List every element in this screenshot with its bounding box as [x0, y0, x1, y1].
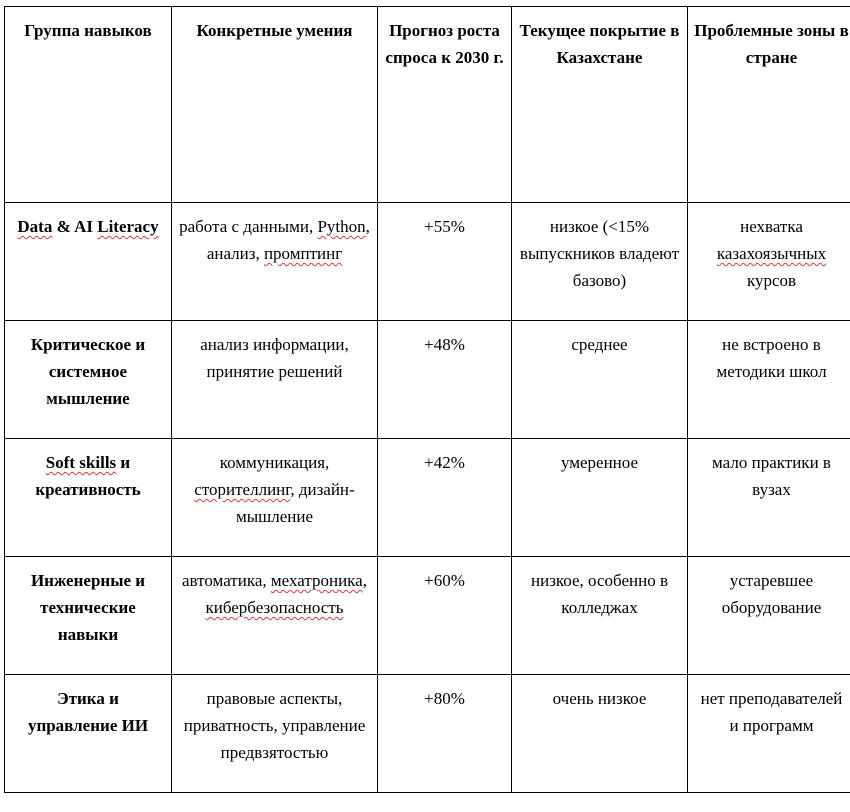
skills-text: Python: [317, 217, 366, 236]
header-row: [5, 7, 850, 203]
skills-text: мехатроника: [270, 571, 363, 590]
coverage-cell: умеренное: [512, 439, 688, 557]
header-forecast: Прогноз роста спроса к 2030 г.: [378, 7, 512, 203]
skill-group-text: & AI: [52, 217, 98, 236]
problems-cell: не встроено в методики школ: [688, 321, 850, 439]
forecast-cell: +48%: [378, 321, 512, 439]
header-group: Группа навыков: [5, 7, 172, 203]
skills-cell: [172, 203, 378, 321]
skills-cell: [172, 439, 378, 557]
skill-group-cell: [5, 439, 172, 557]
skills-text: кибербезопасность: [205, 598, 344, 617]
problems-text: нехватка: [740, 217, 803, 236]
problems-cell: [688, 203, 850, 321]
skill-group-cell: [5, 203, 172, 321]
forecast-cell: +60%: [378, 557, 512, 675]
skill-group-cell: Критическое и системное мышление: [5, 321, 172, 439]
table-row: [5, 439, 850, 557]
forecast-cell: +42%: [378, 439, 512, 557]
forecast-cell: +55%: [378, 203, 512, 321]
skills-text: коммуникация,: [219, 453, 330, 472]
table-row: [5, 675, 850, 793]
coverage-cell: низкое (<15% выпускников владеют базово): [512, 203, 688, 321]
forecast-cell: +80%: [378, 675, 512, 793]
skill-group-text: Literacy: [97, 217, 159, 236]
problems-text: курсов: [746, 271, 797, 290]
skill-group-text: Data: [17, 217, 53, 236]
header-coverage: Текущее покрытие в Казахстане: [512, 7, 688, 203]
skills-text: промптинг: [263, 244, 343, 263]
header-skills: Конкретные умения: [172, 7, 378, 203]
skills-cell: правовые аспекты, приватность, управление предвзятостью: [172, 675, 378, 793]
skill-group-text: Soft skills: [45, 453, 117, 472]
table-row: [5, 203, 850, 321]
skills-table: [4, 6, 850, 793]
table-row: [5, 557, 850, 675]
problems-cell: мало практики в вузах: [688, 439, 850, 557]
problems-cell: нет преподавателей и программ: [688, 675, 850, 793]
skills-text: сторителлинг: [194, 480, 291, 499]
skills-text: автоматика,: [182, 571, 271, 590]
skills-text: , анализ,: [206, 217, 370, 263]
skills-cell: анализ информации, принятие решений: [172, 321, 378, 439]
problems-text: казахоязычных: [716, 244, 827, 263]
skills-text: работа с данными,: [179, 217, 318, 236]
skill-group-cell: Этика и управление ИИ: [5, 675, 172, 793]
skills-text: ,: [362, 571, 367, 590]
skill-group-cell: Инженерные и технические навыки: [5, 557, 172, 675]
coverage-cell: очень низкое: [512, 675, 688, 793]
skills-cell: [172, 557, 378, 675]
skills-text: , дизайн-мышление: [235, 480, 355, 526]
coverage-cell: среднее: [512, 321, 688, 439]
header-problems: Проблемные зоны в стране: [688, 7, 850, 203]
table-row: [5, 321, 850, 439]
skill-group-text: и креативность: [35, 453, 141, 499]
problems-cell: устаревшее оборудование: [688, 557, 850, 675]
coverage-cell: низкое, особенно в колледжах: [512, 557, 688, 675]
